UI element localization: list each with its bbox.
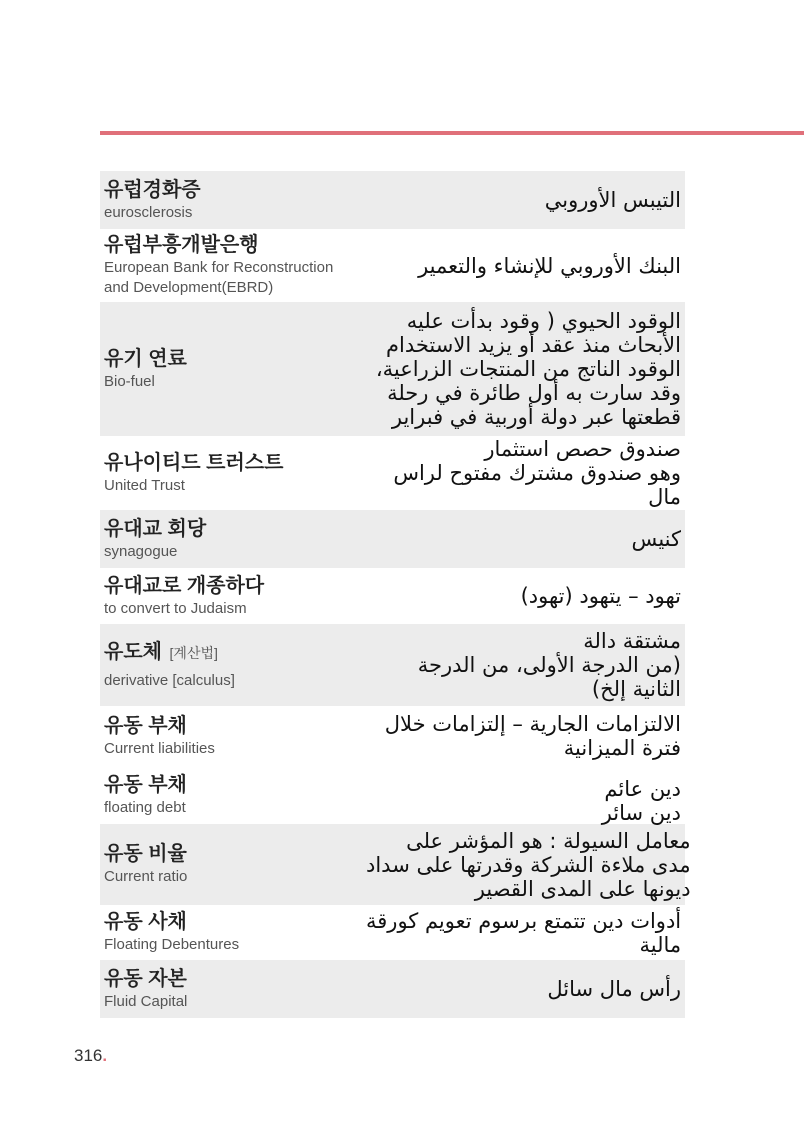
glossary-row bbox=[100, 302, 685, 436]
english-term: Current liabilities bbox=[104, 739, 215, 757]
term-cell bbox=[104, 302, 366, 436]
arabic-term bbox=[366, 709, 681, 763]
term-cell bbox=[104, 568, 366, 624]
korean-term: 유동 사채 bbox=[104, 911, 187, 933]
arabic-line: كنيس bbox=[631, 527, 681, 551]
term-cell bbox=[104, 766, 366, 824]
arabic-term bbox=[366, 524, 681, 554]
korean-term: 유럽부흥개발은행 bbox=[104, 234, 259, 256]
english-term: Current ratio bbox=[104, 868, 188, 885]
term-cell bbox=[104, 510, 366, 568]
term-cell bbox=[104, 229, 366, 302]
term-cell bbox=[104, 436, 366, 510]
glossary-row bbox=[100, 171, 685, 229]
arabic-line: الثانية إلخ) bbox=[591, 677, 681, 701]
arabic-line: ديونها على المدى القصير bbox=[474, 876, 691, 901]
glossary-row bbox=[100, 706, 685, 766]
arabic-term bbox=[366, 626, 681, 704]
page-number-dot: . bbox=[102, 1046, 108, 1065]
arabic-line: وقد سارت به أول طائرة في رحلة bbox=[387, 381, 681, 405]
korean-term: 유럽경화증 bbox=[104, 178, 201, 201]
english-term: Floating Debentures bbox=[104, 936, 240, 953]
term-cell bbox=[104, 171, 366, 229]
english-term: European Bank for Reconstruction bbox=[104, 259, 334, 276]
arabic-term bbox=[366, 906, 681, 960]
glossary-row bbox=[100, 766, 685, 824]
korean-term: 유동 자본 bbox=[104, 967, 187, 990]
glossary-row bbox=[100, 824, 691, 905]
english-term: to convert to Judaism bbox=[104, 599, 247, 617]
arabic-line: الالتزامات الجارية – إلتزامات خلال bbox=[384, 712, 681, 736]
korean-term: 유나이티드 트러스트 bbox=[104, 451, 284, 474]
korean-term: 유동 부채 bbox=[104, 714, 187, 737]
english-term: floating debt bbox=[104, 798, 186, 816]
arabic-term bbox=[366, 763, 681, 828]
english-term: derivative [calculus] bbox=[104, 671, 235, 689]
term-cell bbox=[104, 624, 366, 706]
english-term: and Development(EBRD) bbox=[104, 279, 274, 296]
arabic-line: (من الدرجة الأولى، من الدرجة bbox=[417, 653, 681, 677]
arabic-term bbox=[366, 974, 681, 1004]
arabic-term bbox=[366, 306, 681, 432]
arabic-line: رأس مال سائل bbox=[547, 977, 681, 1001]
arabic-line: دين سائر bbox=[601, 800, 681, 825]
glossary-row bbox=[100, 436, 685, 510]
glossary-row bbox=[100, 568, 685, 624]
english-term: eurosclerosis bbox=[104, 203, 193, 221]
korean-term: 유동 비율 bbox=[104, 843, 187, 865]
arabic-line: مالية bbox=[639, 932, 682, 957]
arabic-line: مدى ملاءة الشركة وقدرتها على سداد bbox=[366, 852, 691, 877]
arabic-line: مال bbox=[648, 485, 681, 509]
arabic-line: التيبس الأوروبي bbox=[544, 188, 681, 212]
english-term: Fluid Capital bbox=[104, 992, 188, 1010]
arabic-line: فترة الميزانية bbox=[563, 736, 681, 760]
arabic-line: مشتقة دالة bbox=[583, 629, 681, 653]
arabic-line: صندوق حصص استثمار bbox=[484, 437, 681, 461]
term-cell bbox=[104, 706, 366, 766]
arabic-line: دين عائم bbox=[604, 776, 681, 801]
glossary-table bbox=[100, 171, 691, 1018]
arabic-term bbox=[366, 434, 681, 512]
arabic-line: الوقود الناتج من المنتجات الزراعية، bbox=[375, 357, 681, 381]
korean-term: 유기 연료 bbox=[104, 347, 187, 370]
korean-term: 유대교로 개종하다 bbox=[104, 574, 265, 597]
arabic-line: قطعتها عبر دولة أوربية في فبراير bbox=[391, 405, 681, 429]
page-number bbox=[74, 1046, 107, 1066]
english-term: synagogue bbox=[104, 542, 178, 560]
term-cell bbox=[104, 905, 366, 960]
category-tag: [계산법] bbox=[169, 644, 218, 661]
arabic-term bbox=[366, 251, 681, 281]
arabic-term bbox=[366, 185, 681, 215]
arabic-line: الأبحاث منذ عقد أو يزيد الاستخدام bbox=[386, 333, 681, 357]
glossary-row bbox=[100, 229, 685, 302]
term-cell bbox=[104, 824, 366, 905]
english-term: United Trust bbox=[104, 476, 185, 494]
arabic-line: أدوات دين تتمتع برسوم تعويم كورقة bbox=[366, 908, 682, 933]
arabic-line: الوقود الحيوي ( وقود بدأت عليه bbox=[406, 309, 681, 333]
glossary-row bbox=[100, 905, 685, 960]
korean-term: 유대교 회당 bbox=[104, 517, 207, 540]
arabic-line: وهو صندوق مشترك مفتوح لراس bbox=[393, 461, 681, 485]
arabic-term bbox=[366, 826, 691, 904]
arabic-line: معامل السيولة : هو المؤشر على bbox=[406, 828, 691, 853]
glossary-row bbox=[100, 960, 685, 1018]
arabic-term bbox=[366, 581, 681, 611]
korean-term: 유동 부채 bbox=[104, 773, 187, 796]
page-number-text: 316 bbox=[74, 1046, 103, 1065]
korean-term-text: 유도체 bbox=[104, 640, 162, 663]
glossary-row bbox=[100, 510, 685, 568]
korean-term bbox=[104, 640, 366, 665]
term-cell bbox=[104, 960, 366, 1018]
english-term: Bio-fuel bbox=[104, 372, 155, 390]
header-rule bbox=[100, 131, 804, 135]
glossary-row bbox=[100, 624, 685, 706]
arabic-line: البنك الأوروبي للإنشاء والتعمير bbox=[418, 253, 681, 278]
arabic-line: تهود – يتهود (تهود) bbox=[520, 584, 681, 608]
